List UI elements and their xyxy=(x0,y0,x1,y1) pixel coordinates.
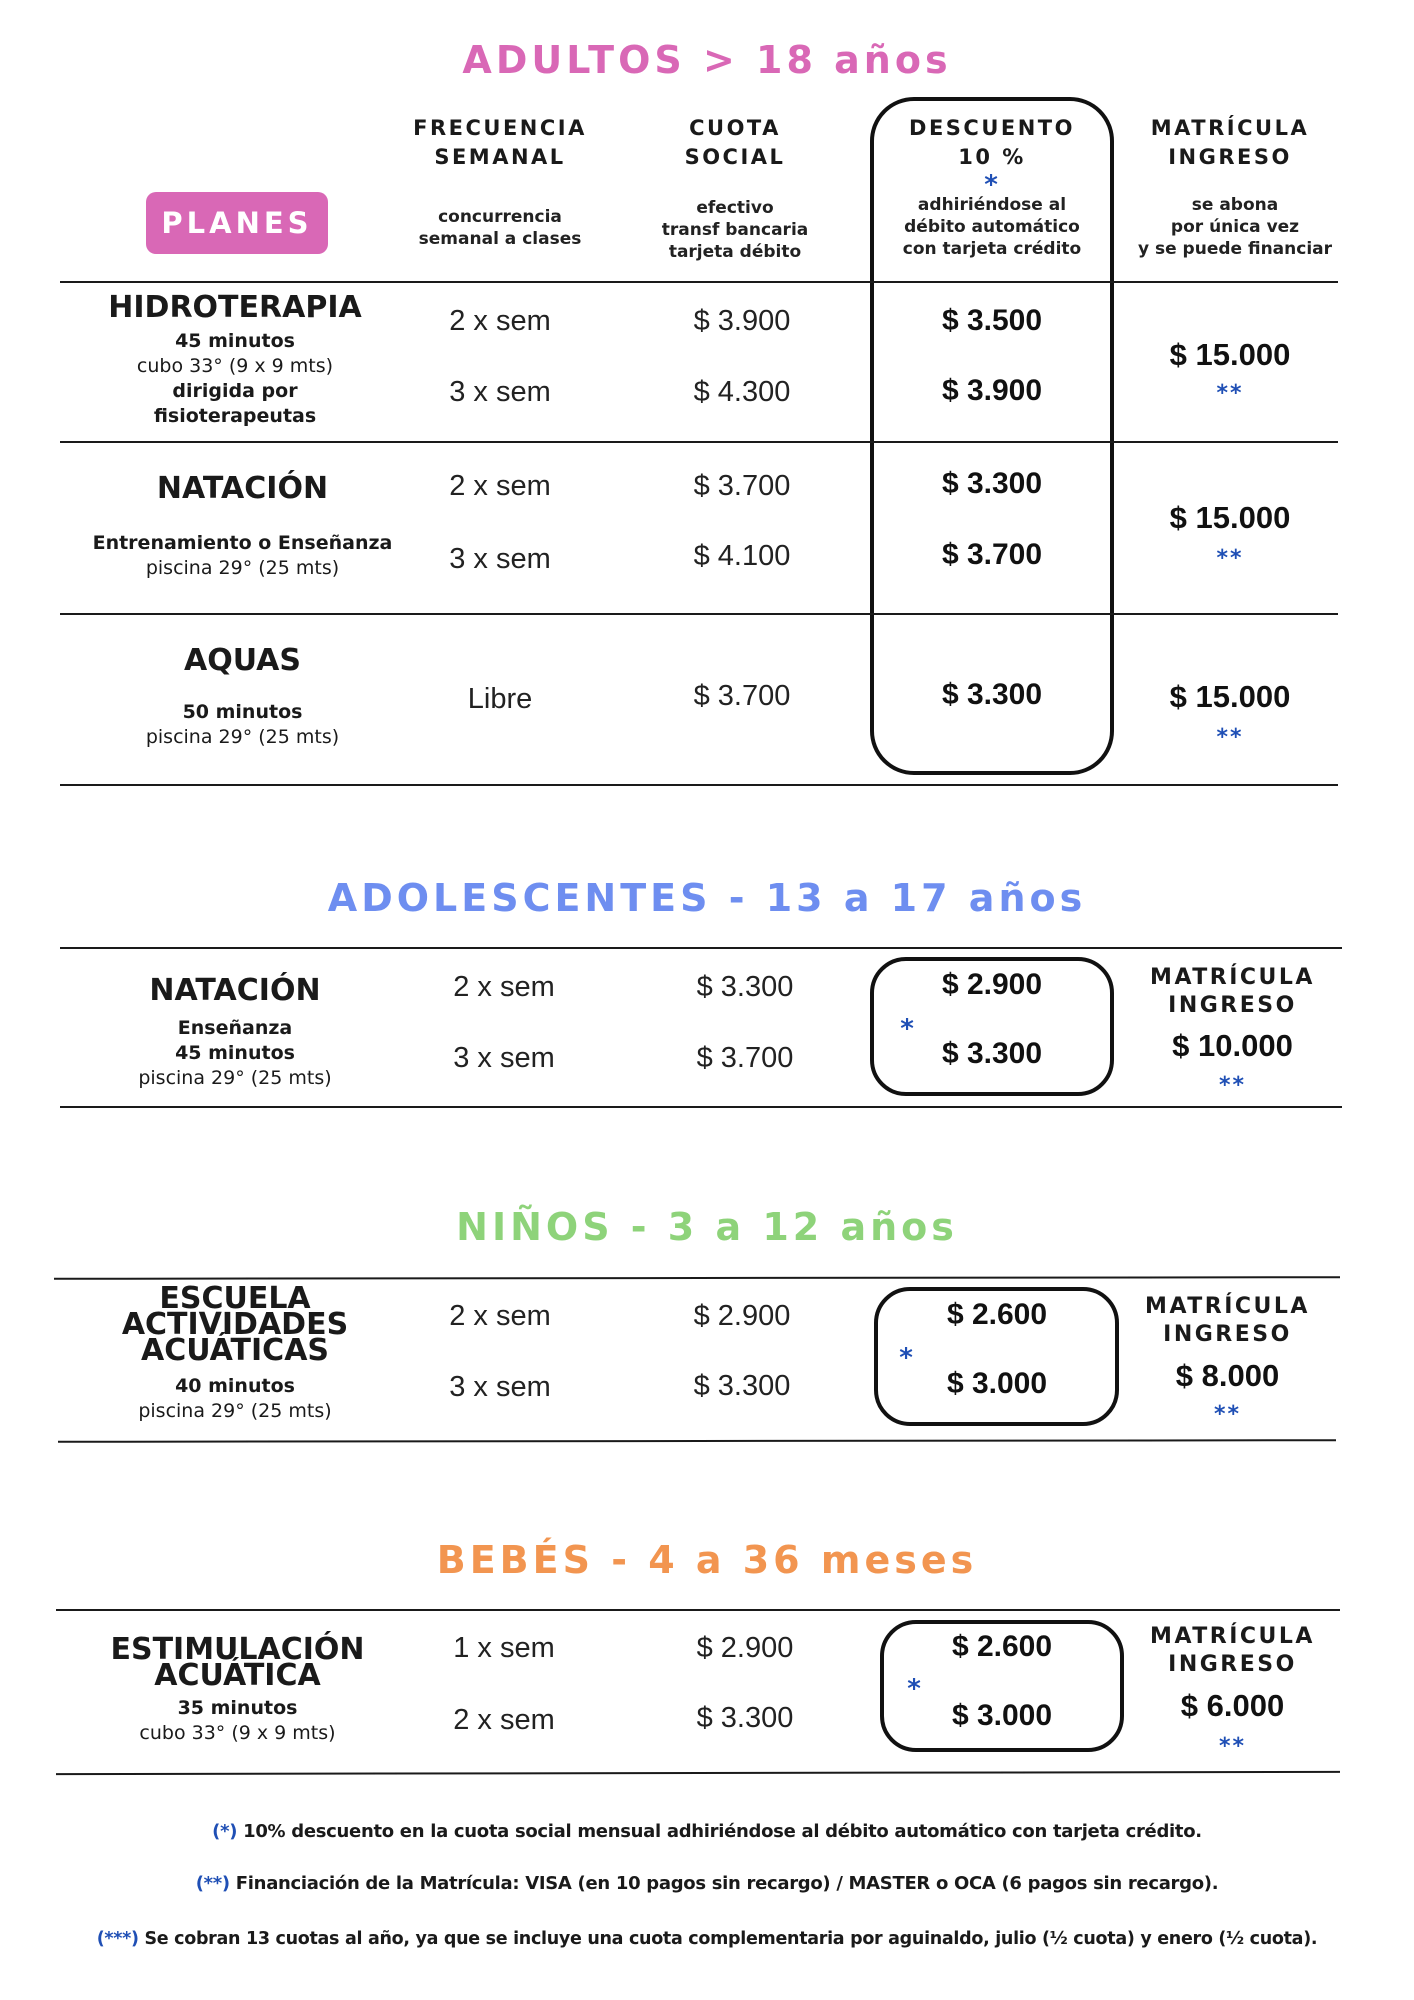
header-frecuencia-line1: FRECUENCIA xyxy=(413,116,587,140)
adol-freq-2: 3 x sem xyxy=(453,1042,555,1074)
natacion-discount-2: $ 3.700 xyxy=(941,538,1043,571)
footnote-2-mark: (**) xyxy=(195,1873,230,1894)
bebes-matricula: $ 6.000 xyxy=(1180,1688,1285,1723)
divider xyxy=(60,784,1338,786)
freq-sub-2: semanal a clases xyxy=(418,229,582,249)
bebes-price-1: $ 2.900 xyxy=(696,1632,794,1664)
natacion-price-2: $ 4.100 xyxy=(693,540,791,572)
natacion-type: Entrenamiento o Enseñanza xyxy=(92,532,393,554)
footnote-3-text: Se cobran 13 cuotas al año, ya que se incluye una cuota complementaria por aguinaldo, julio (½ cuota) y enero (½ cuota). xyxy=(138,1929,1318,1949)
ninos-discount-1: $ 2.600 xyxy=(946,1298,1048,1331)
aquas-matricula-stars: ** xyxy=(1216,725,1244,750)
header-matricula-line1: MATRÍCULA xyxy=(1150,116,1310,140)
natacion-matricula: $ 15.000 xyxy=(1169,500,1291,535)
ninos-discount-star: * xyxy=(899,1343,915,1373)
aquas-matricula: $ 15.000 xyxy=(1169,679,1291,714)
plan-details-natacion-adolescentes xyxy=(60,1016,410,1091)
ninos-price-1: $ 2.900 xyxy=(693,1300,791,1332)
divider xyxy=(54,1276,1340,1280)
divider xyxy=(56,1609,1340,1611)
adol-discount-1: $ 2.900 xyxy=(941,968,1043,1001)
cuota-sub-3: tarjeta débito xyxy=(668,242,802,262)
natacion-freq-1: 2 x sem xyxy=(449,470,551,502)
bebes-discount-2: $ 3.000 xyxy=(951,1699,1053,1732)
hidro-freq-1: 2 x sem xyxy=(449,305,551,337)
header-descuento-star: * xyxy=(984,170,1000,200)
footnote-financiacion xyxy=(0,1873,1414,1894)
hidro-note-1: dirigida por xyxy=(172,380,298,402)
bebes-name-1: ESTIMULACIÓN xyxy=(110,1632,365,1667)
desc-sub-1: adhiriéndose al xyxy=(917,195,1067,215)
bebes-matricula-header xyxy=(1125,1623,1340,1679)
cuota-sub-2: transf bancaria xyxy=(661,220,809,240)
natacion-matricula-stars: ** xyxy=(1216,546,1244,571)
aquas-duration: 50 minutos xyxy=(182,701,303,723)
adol-price-1: $ 3.300 xyxy=(696,971,794,1003)
ninos-name-1: ESCUELA xyxy=(159,1281,311,1316)
footnote-cuotas xyxy=(0,1929,1414,1949)
bebes-matricula-stars: ** xyxy=(1218,1734,1246,1759)
adultos-title: ADULTOS > 18 años xyxy=(462,38,952,82)
adol-matricula-stars: ** xyxy=(1218,1073,1246,1098)
freq-sub-1: concurrencia xyxy=(438,207,562,227)
natacion-location: piscina 29° (25 mts) xyxy=(145,557,340,579)
header-cuota-sub xyxy=(625,197,845,263)
header-descuento xyxy=(875,114,1109,172)
bebes-discount-star: * xyxy=(907,1674,923,1704)
header-descuento-line1: DESCUENTO xyxy=(909,116,1075,140)
header-frecuencia-sub xyxy=(390,206,610,250)
natacion-discount-1: $ 3.300 xyxy=(941,467,1043,500)
footnote-1-text: 10% descuento en la cuota social mensual adhiriéndose al débito automático con tarjeta crédito. xyxy=(237,1821,1202,1842)
divider xyxy=(56,1771,1340,1775)
plan-details-natacion xyxy=(60,531,425,581)
ninos-discount-2: $ 3.000 xyxy=(946,1367,1048,1400)
natacion-price-1: $ 3.700 xyxy=(693,470,791,502)
hidro-location: cubo 33° (9 x 9 mts) xyxy=(136,355,334,377)
divider xyxy=(60,1106,1342,1108)
adol-matricula: $ 10.000 xyxy=(1172,1028,1293,1063)
header-matricula-line2: INGRESO xyxy=(1168,145,1292,169)
adol-duration: 45 minutos xyxy=(175,1042,295,1064)
header-frecuencia xyxy=(390,114,610,172)
divider xyxy=(60,947,1342,949)
plan-name-escuela-actividades-acuaticas xyxy=(60,1281,410,1368)
ninos-title: NIÑOS - 3 a 12 años xyxy=(456,1205,958,1249)
plan-name-natacion-adolescentes: NATACIÓN xyxy=(149,973,321,1008)
footnote-1-mark: (*) xyxy=(212,1821,238,1842)
ninos-name-3: ACUÁTICAS xyxy=(140,1333,330,1368)
header-cuota-line1: CUOTA xyxy=(689,116,781,140)
hidro-duration: 45 minutos xyxy=(175,330,295,352)
plan-name-aquas: AQUAS xyxy=(184,643,301,678)
adol-location: piscina 29° (25 mts) xyxy=(138,1067,332,1089)
ninos-mat-title-2: INGRESO xyxy=(1163,1322,1292,1347)
hidro-discount-1: $ 3.500 xyxy=(941,304,1043,337)
adol-mat-title-2: INGRESO xyxy=(1168,993,1297,1018)
plan-details-aquas xyxy=(60,700,425,750)
hidro-note-2: fisioterapeutas xyxy=(153,405,317,427)
ninos-name-2: ACTIVIDADES xyxy=(121,1307,349,1342)
planes-badge: PLANES xyxy=(146,192,328,254)
ninos-duration: 40 minutos xyxy=(175,1375,295,1397)
divider xyxy=(58,1439,1336,1443)
adolescentes-title: ADOLESCENTES - 13 a 17 años xyxy=(327,876,1087,920)
header-cuota xyxy=(625,114,845,172)
header-frecuencia-line2: SEMANAL xyxy=(434,145,566,169)
header-cuota-line2: SOCIAL xyxy=(684,145,786,169)
bebes-freq-2: 2 x sem xyxy=(453,1704,555,1736)
aquas-discount: $ 3.300 xyxy=(941,678,1043,711)
mat-sub-2: por única vez xyxy=(1170,217,1300,237)
ninos-matricula-stars: ** xyxy=(1213,1402,1241,1427)
hidro-freq-2: 3 x sem xyxy=(449,376,551,408)
bebes-mat-title-2: INGRESO xyxy=(1168,1652,1297,1677)
desc-sub-2: débito automático xyxy=(904,217,1080,237)
header-matricula-sub xyxy=(1125,194,1345,260)
bebes-location: cubo 33° (9 x 9 mts) xyxy=(139,1722,336,1744)
divider xyxy=(60,281,1338,283)
divider xyxy=(60,613,1338,615)
mat-sub-3: y se puede financiar xyxy=(1137,239,1333,259)
aquas-freq: Libre xyxy=(467,683,533,715)
footnote-2-text: Financiación de la Matrícula: VISA (en 10 pagos sin recargo) / MASTER o OCA (6 pagos sin recargo). xyxy=(229,1873,1219,1894)
mat-sub-1: se abona xyxy=(1191,195,1279,215)
bebes-name-2: ACUÁTICA xyxy=(154,1658,321,1693)
desc-sub-3: con tarjeta crédito xyxy=(902,239,1082,259)
ninos-mat-title-1: MATRÍCULA xyxy=(1145,1294,1310,1319)
ninos-freq-2: 3 x sem xyxy=(449,1371,551,1403)
header-matricula xyxy=(1125,114,1335,172)
ninos-price-2: $ 3.300 xyxy=(693,1370,791,1402)
bebes-mat-title-1: MATRÍCULA xyxy=(1150,1624,1315,1649)
hidro-matricula: $ 15.000 xyxy=(1169,337,1291,372)
adol-discount-star: * xyxy=(900,1014,916,1044)
header-descuento-line2: 10 % xyxy=(958,145,1026,169)
plan-name-estimulacion-acuatica xyxy=(60,1632,415,1693)
bebes-freq-1: 1 x sem xyxy=(453,1632,555,1664)
bebes-duration: 35 minutos xyxy=(177,1697,298,1719)
adol-price-2: $ 3.700 xyxy=(696,1042,794,1074)
hidro-matricula-stars: ** xyxy=(1216,381,1244,406)
ninos-matricula: $ 8.000 xyxy=(1175,1358,1280,1393)
adol-freq-1: 2 x sem xyxy=(453,971,555,1003)
aquas-location: piscina 29° (25 mts) xyxy=(145,726,340,748)
hidro-price-1: $ 3.900 xyxy=(693,305,791,337)
ninos-matricula-header xyxy=(1120,1293,1335,1349)
adol-mat-title-1: MATRÍCULA xyxy=(1150,965,1315,990)
hidro-discount-2: $ 3.900 xyxy=(941,374,1043,407)
footnote-3-mark: (***) xyxy=(96,1929,139,1949)
plan-details-ninos xyxy=(60,1374,410,1424)
ninos-freq-1: 2 x sem xyxy=(449,1300,551,1332)
hidro-price-2: $ 4.300 xyxy=(693,376,791,408)
ninos-location: piscina 29° (25 mts) xyxy=(138,1400,332,1422)
adol-matricula-header xyxy=(1125,964,1340,1020)
bebes-price-2: $ 3.300 xyxy=(696,1702,794,1734)
adol-discount-2: $ 3.300 xyxy=(941,1037,1043,1070)
divider xyxy=(60,441,1338,443)
cuota-sub-1: efectivo xyxy=(696,198,774,218)
footnote-descuento xyxy=(0,1821,1414,1842)
plan-name-hidroterapia: HIDROTERAPIA xyxy=(108,290,362,325)
plan-details-bebes xyxy=(60,1696,415,1746)
bebes-discount-1: $ 2.600 xyxy=(951,1630,1053,1663)
natacion-freq-2: 3 x sem xyxy=(449,543,551,575)
plan-details-hidroterapia xyxy=(60,329,410,429)
bebes-title: BEBÉS - 4 a 36 meses xyxy=(436,1538,978,1582)
aquas-price: $ 3.700 xyxy=(693,680,791,712)
plan-name-natacion: NATACIÓN xyxy=(156,471,329,506)
adol-type: Enseñanza xyxy=(177,1017,293,1039)
header-descuento-sub xyxy=(875,194,1109,260)
